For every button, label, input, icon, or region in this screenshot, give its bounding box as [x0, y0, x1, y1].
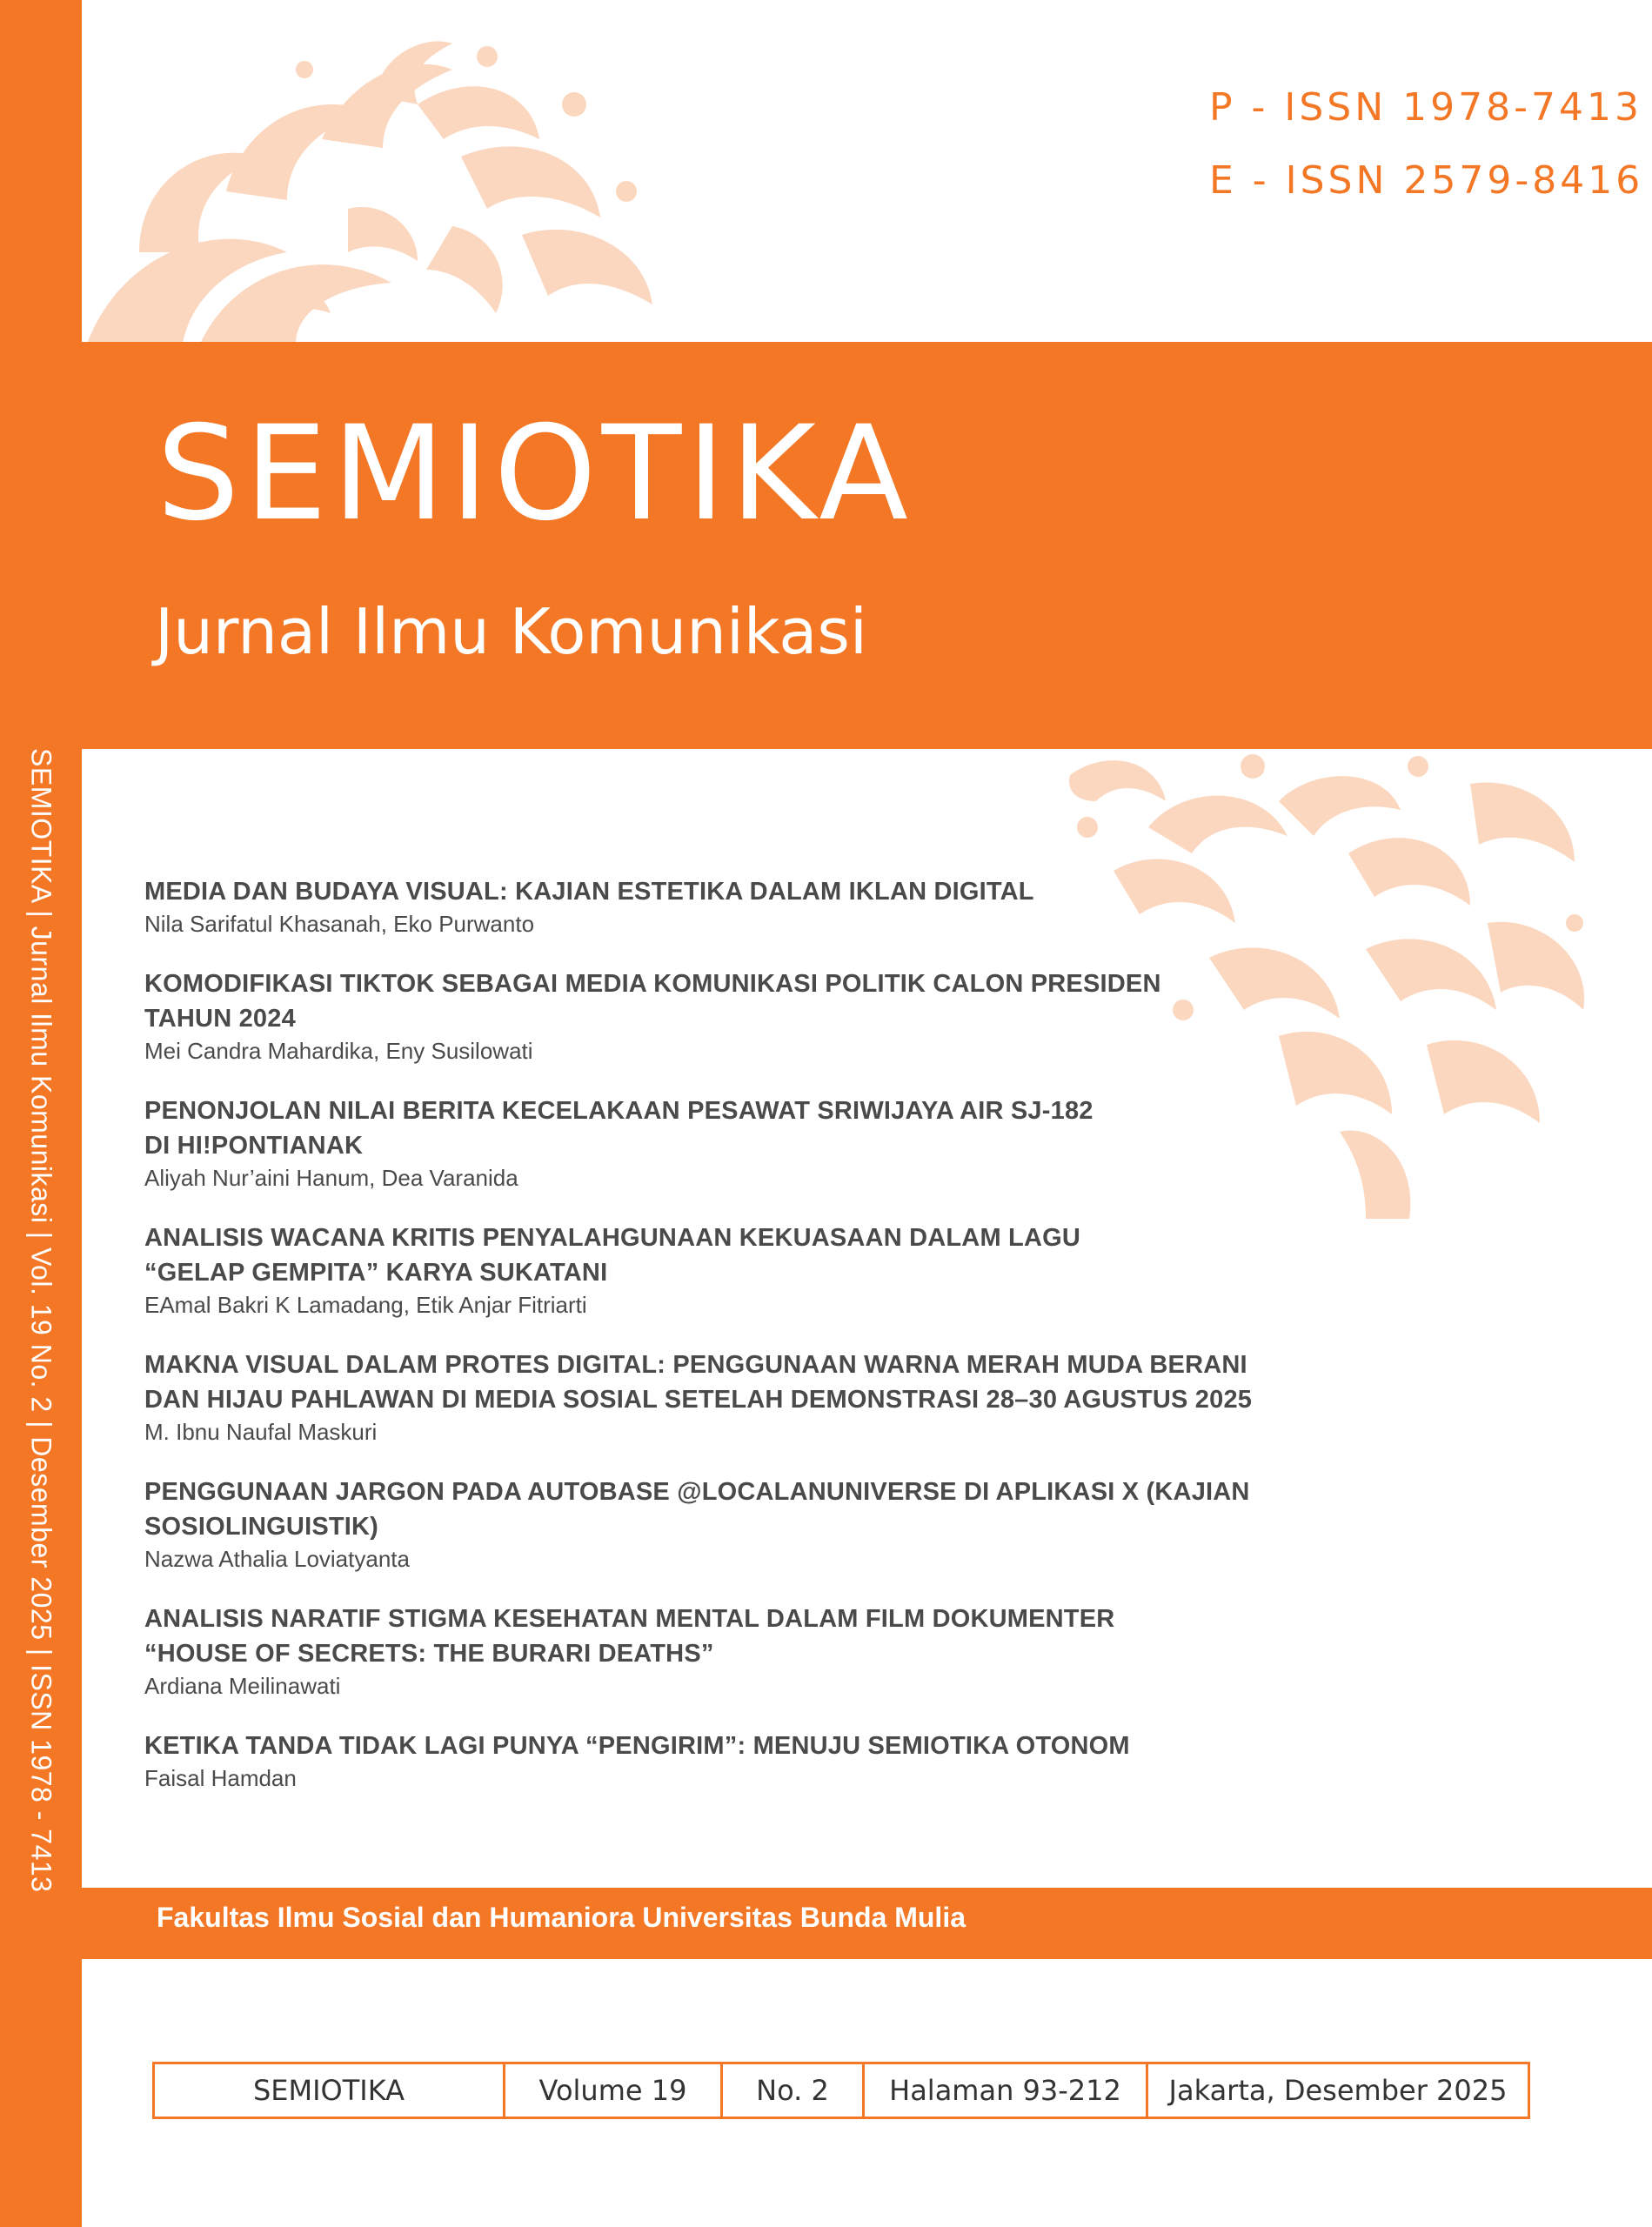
info-pages: Halaman 93-212	[865, 2064, 1148, 2117]
faculty-name: Fakultas Ilmu Sosial dan Humaniora Universitas Bunda Mulia	[157, 1902, 966, 1933]
list-item	[144, 874, 1449, 939]
list-item	[144, 966, 1449, 1066]
article-title: TAHUN 2024	[144, 1005, 296, 1033]
spine-text: SEMIOTIKA | Jurnal Ilmu Komunikasi | Vol. 19 No. 2 | Desember 2025 | ISSN 1978 - 7413	[25, 748, 57, 1893]
article-title: PENGGUNAAN JARGON PADA AUTOBASE @LOCALANUNIVERSE DI APLIKASI X (KAJIAN SOSIOLINGUISTIK)	[144, 1478, 1250, 1541]
article-title: “HOUSE OF SECRETS: THE BURARI DEATHS”	[144, 1640, 714, 1668]
article-title: ANALISIS NARATIF STIGMA KESEHATAN MENTAL DALAM FILM DOKUMENTER	[144, 1605, 1115, 1633]
cover-spine	[0, 0, 82, 2227]
article-authors: Nazwa Athalia Loviatyanta	[144, 1546, 410, 1572]
list-item	[144, 1348, 1449, 1447]
electronic-issn: E - ISSN 2579-8416	[1209, 158, 1644, 203]
article-authors: M. Ibnu Naufal Maskuri	[144, 1419, 378, 1445]
floral-ornament-icon	[87, 35, 713, 344]
info-volume: Volume 19	[505, 2064, 723, 2117]
list-item	[144, 1475, 1449, 1574]
list-item	[144, 1093, 1449, 1193]
journal-title: SEMIOTIKA	[157, 398, 913, 550]
article-title: DAN HIJAU PAHLAWAN DI MEDIA SOSIAL SETELAH DEMONSTRASI 28–30 AGUSTUS 2025	[144, 1386, 1253, 1414]
article-title: “GELAP GEMPITA” KARYA SUKATANI	[144, 1259, 608, 1287]
article-authors: Ardiana Meilinawati	[144, 1673, 341, 1699]
print-issn: P - ISSN 1978-7413	[1209, 85, 1642, 130]
article-title: ANALISIS WACANA KRITIS PENYALAHGUNAAN KEKUASAAN DALAM LAGU	[144, 1224, 1081, 1252]
info-journal: SEMIOTIKA	[155, 2064, 505, 2117]
article-authors: Nila Sarifatul Khasanah, Eko Purwanto	[144, 911, 535, 937]
article-title: KETIKA TANDA TIDAK LAGI PUNYA “PENGIRIM”: MENUJU SEMIOTIKA OTONOM	[144, 1732, 1130, 1760]
list-item	[144, 1221, 1449, 1320]
issue-info-box	[152, 2062, 1530, 2119]
article-authors: Faisal Hamdan	[144, 1765, 297, 1791]
info-place-date: Jakarta, Desember 2025	[1168, 2074, 1508, 2107]
article-list	[144, 874, 1449, 1821]
article-title: MEDIA DAN BUDAYA VISUAL: KAJIAN ESTETIKA DALAM IKLAN DIGITAL	[144, 878, 1034, 906]
info-number: No. 2	[723, 2064, 865, 2117]
journal-subtitle: Jurnal Ilmu Komunikasi	[155, 595, 867, 668]
article-title: DI HI!PONTIANAK	[144, 1132, 364, 1160]
article-title: KOMODIFIKASI TIKTOK SEBAGAI MEDIA KOMUNIKASI POLITIK CALON PRESIDEN	[144, 970, 1161, 998]
article-authors: Mei Candra Mahardika, Eny Susilowati	[144, 1038, 533, 1064]
list-item	[144, 1729, 1449, 1793]
article-title: PENONJOLAN NILAI BERITA KECELAKAAN PESAWAT SRIWIJAYA AIR SJ-182	[144, 1097, 1094, 1125]
article-title: MAKNA VISUAL DALAM PROTES DIGITAL: PENGGUNAAN WARNA MERAH MUDA BERANI	[144, 1351, 1247, 1379]
article-authors: Aliyah Nur’aini Hanum, Dea Varanida	[144, 1165, 518, 1191]
article-authors: EAmal Bakri K Lamadang, Etik Anjar Fitriarti	[144, 1292, 587, 1318]
list-item	[144, 1602, 1449, 1701]
